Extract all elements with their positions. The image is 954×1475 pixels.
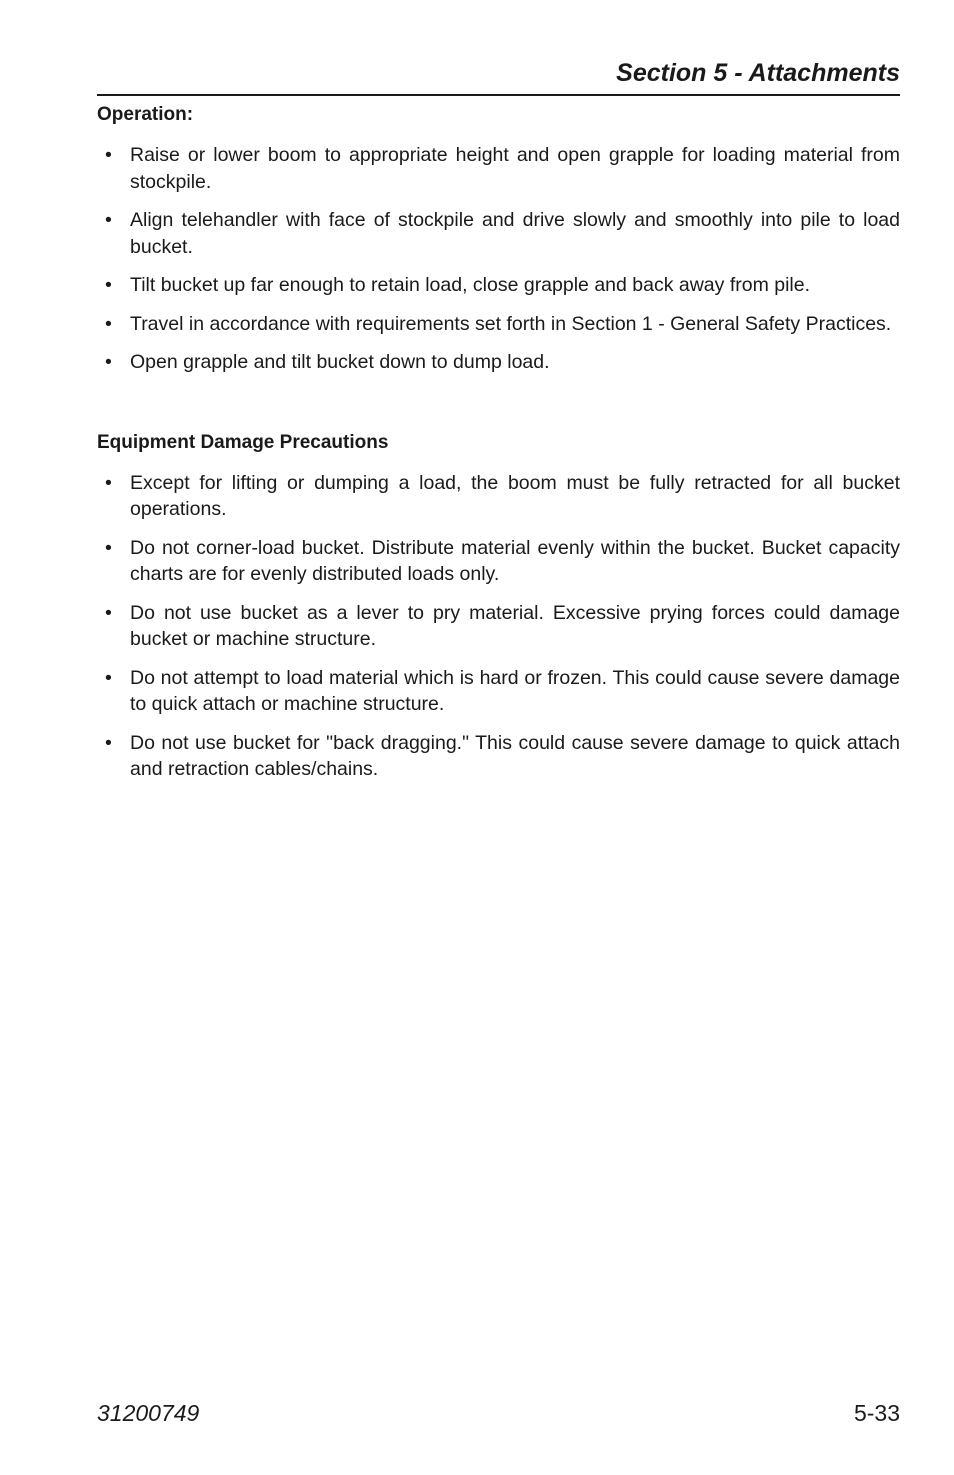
precaution-item xyxy=(97,470,900,523)
operation-item-text: Tilt bucket up far enough to retain load, close grapple and back away from pile. xyxy=(130,274,811,296)
precaution-item xyxy=(97,665,900,718)
bullet-icon: • xyxy=(105,471,112,494)
precaution-item-text: Do not use bucket for "back dragging." This could cause severe damage to quick attach and retraction cables/chains. xyxy=(130,731,900,780)
bullet-icon: • xyxy=(105,274,112,296)
bullet-icon: • xyxy=(105,312,112,335)
bullet-icon: • xyxy=(105,601,112,624)
operation-heading: Operation: xyxy=(97,104,194,125)
document-number: 31200749 xyxy=(97,1400,200,1426)
operation-item xyxy=(97,272,900,299)
precaution-item-text: Except for lifting or dumping a load, the boom must be fully retracted for all bucket operations. xyxy=(130,471,900,520)
bullet-icon: • xyxy=(105,144,112,166)
precaution-item-text: Do not attempt to load material which is hard or frozen. This could cause severe damage to quick attach or machine structure. xyxy=(130,666,900,715)
bullet-icon: • xyxy=(105,536,112,559)
operation-item xyxy=(97,349,900,376)
operation-item-text: Open grapple and tilt bucket down to dump load. xyxy=(130,351,550,373)
precaution-item-text: Do not use bucket as a lever to pry material. Excessive prying forces could damage bucket or machine structure. xyxy=(130,601,900,650)
page-number: 5-33 xyxy=(853,1400,900,1426)
section-title: Section 5 - Attachments xyxy=(616,59,900,87)
operation-item-text: Raise or lower boom to appropriate height and open grapple for loading material from stockpile. xyxy=(130,144,900,193)
precaution-item xyxy=(97,730,900,783)
bullet-icon: • xyxy=(105,351,112,373)
page-header xyxy=(97,56,900,96)
operation-list xyxy=(97,142,900,376)
operation-item xyxy=(97,207,900,260)
bullet-icon: • xyxy=(105,731,112,754)
precaution-item-text: Do not corner-load bucket. Distribute material evenly within the bucket. Bucket capacity charts are for evenly distributed loads only. xyxy=(130,536,900,585)
bullet-icon: • xyxy=(105,209,112,231)
precautions-list xyxy=(97,470,900,783)
operation-item xyxy=(97,311,900,338)
precaution-item xyxy=(97,535,900,588)
precaution-item xyxy=(97,600,900,653)
page-footer xyxy=(97,1396,900,1430)
operation-item-text: Align telehandler with face of stockpile and drive slowly and smoothly into pile to load bucket. xyxy=(130,209,900,258)
precautions-heading: Equipment Damage Precautions xyxy=(97,431,389,453)
page-content xyxy=(97,100,900,783)
operation-item xyxy=(97,142,900,195)
operation-item-text: Travel in accordance with requirements set forth in Section 1 - General Safety Practices. xyxy=(130,312,892,335)
bullet-icon: • xyxy=(105,666,112,689)
